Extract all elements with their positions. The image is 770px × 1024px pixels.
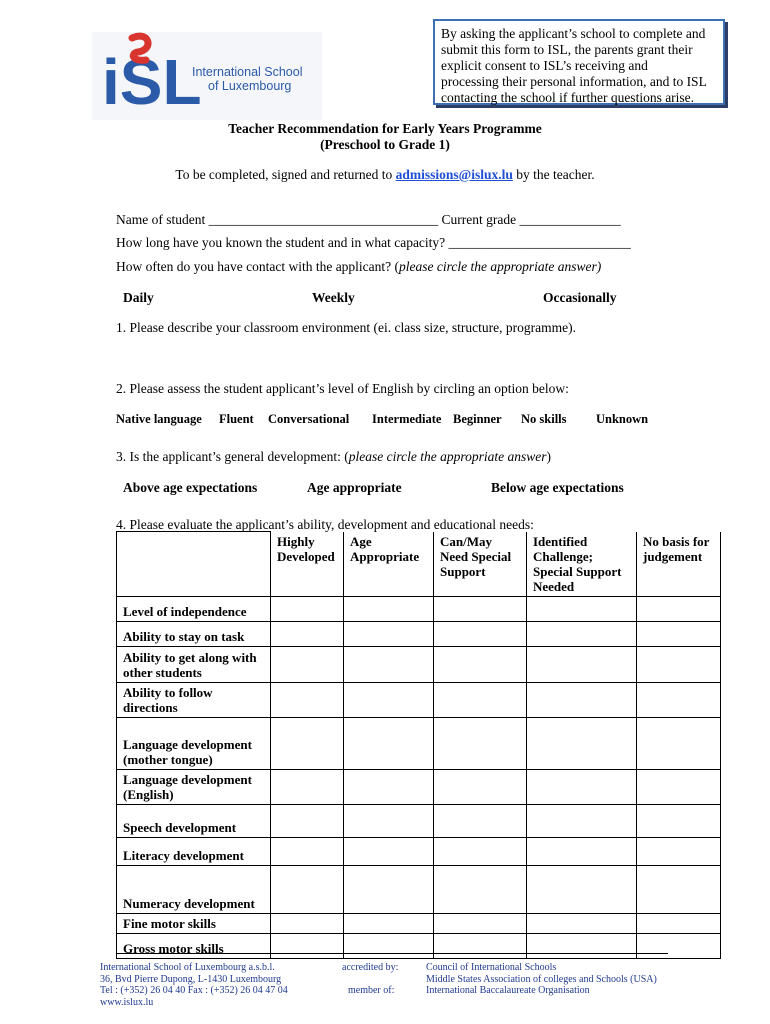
rating-cell[interactable] — [527, 804, 637, 837]
instructions — [0, 167, 770, 183]
rating-cell[interactable] — [637, 596, 721, 621]
contact-question-hint: please circle the appropriate answer) — [399, 259, 602, 274]
row-label: Language development (mother tongue) — [117, 717, 271, 769]
rating-cell[interactable] — [527, 646, 637, 682]
rating-cell[interactable] — [637, 913, 721, 933]
consent-line: By asking the applicant’s school to complete and — [441, 26, 706, 41]
row-label: Ability to follow directions — [117, 682, 271, 717]
rating-cell[interactable] — [637, 621, 721, 646]
rating-cell[interactable] — [271, 913, 344, 933]
consent-line: contacting the school if further questions arise. — [441, 90, 695, 105]
rating-cell[interactable] — [271, 769, 344, 804]
instructions-text-end: by the teacher. — [512, 167, 595, 182]
row-label: Literacy development — [117, 837, 271, 865]
contact-question-text: How often do you have contact with the applicant? ( — [116, 259, 400, 274]
header-cell: Can/May Need Special Support — [434, 532, 527, 597]
table-row — [117, 646, 721, 682]
rating-cell[interactable] — [434, 717, 527, 769]
rating-cell[interactable] — [637, 682, 721, 717]
footer-website-link[interactable]: www.islux.lu — [100, 996, 154, 1008]
footer-org: Middle States Association of colleges and Schools (USA) — [426, 973, 657, 985]
question-3-hint: please circle the appropriate answer — [348, 449, 547, 464]
rating-cell[interactable] — [527, 769, 637, 804]
logo-school-line1: International School — [192, 65, 303, 79]
row-label: Numeracy development — [117, 865, 271, 913]
rating-cell[interactable] — [344, 596, 434, 621]
logo-school-line2: of Luxembourg — [208, 79, 292, 93]
footer-org: Council of International Schools — [426, 962, 557, 973]
form-title — [0, 121, 770, 153]
rating-cell[interactable] — [434, 621, 527, 646]
dev-appropriate[interactable]: Age appropriate — [307, 480, 402, 495]
rating-cell[interactable] — [527, 865, 637, 913]
row-label: Gross motor skills — [117, 933, 271, 958]
rating-cell[interactable] — [637, 646, 721, 682]
table-row — [117, 717, 721, 769]
header-cell — [117, 532, 271, 597]
rating-cell[interactable] — [527, 682, 637, 717]
rating-cell[interactable] — [344, 933, 434, 958]
evaluation-table — [116, 531, 721, 959]
row-label: Speech development — [117, 804, 271, 837]
footer-member-label: member of: — [348, 985, 395, 996]
rating-cell[interactable] — [434, 933, 527, 958]
rating-cell[interactable] — [527, 621, 637, 646]
rating-cell[interactable] — [527, 837, 637, 865]
rating-cell[interactable] — [344, 769, 434, 804]
table-row — [117, 933, 721, 958]
english-intermediate[interactable]: Intermediate — [372, 412, 442, 426]
dev-above[interactable]: Above age expectations — [123, 480, 258, 495]
form-title-line2: (Preschool to Grade 1) — [320, 137, 450, 152]
question-3-text: 3. Is the applicant’s general development: ( — [116, 449, 349, 464]
row-label: Level of independence — [117, 596, 271, 621]
instructions-text: To be completed, signed and returned to — [175, 167, 396, 182]
rating-cell[interactable] — [434, 596, 527, 621]
rating-cell[interactable] — [344, 621, 434, 646]
english-fluent[interactable]: Fluent — [219, 412, 254, 426]
rating-cell[interactable] — [271, 621, 344, 646]
rating-cell[interactable] — [637, 769, 721, 804]
contact-frequency-question — [116, 259, 601, 275]
rating-cell[interactable] — [434, 913, 527, 933]
rating-cell[interactable] — [344, 865, 434, 913]
rating-cell[interactable] — [434, 837, 527, 865]
footer-accredited-label: accredited by: — [342, 962, 399, 973]
rating-cell[interactable] — [344, 717, 434, 769]
footer-line: 36, Bvd Pierre Dupong, L-1430 Luxembourg — [100, 973, 282, 985]
rating-cell[interactable] — [271, 865, 344, 913]
row-label: Ability to get along with other students — [117, 646, 271, 682]
footer-divider — [116, 953, 668, 954]
rating-cell[interactable] — [434, 865, 527, 913]
question-3-suffix: ) — [546, 449, 552, 464]
header-cell: No basis for judgement — [637, 532, 721, 597]
rating-cell[interactable] — [344, 646, 434, 682]
rating-cell[interactable] — [527, 913, 637, 933]
footer-line: Tel : (+352) 26 04 40 Fax : (+352) 26 04 47 04 — [100, 985, 288, 996]
rating-cell[interactable] — [637, 933, 721, 958]
rating-cell[interactable] — [271, 596, 344, 621]
question-3 — [116, 449, 551, 465]
rating-cell[interactable] — [637, 837, 721, 865]
rating-cell[interactable] — [434, 682, 527, 717]
table-row — [117, 865, 721, 913]
question-4: 4. Please evaluate the applicant’s ability, development and educational needs: — [116, 517, 534, 532]
rating-cell[interactable] — [271, 837, 344, 865]
rating-cell[interactable] — [344, 804, 434, 837]
table-header-row — [117, 532, 721, 597]
footer-line: International School of Luxembourg a.s.b.l. — [100, 962, 275, 973]
consent-notice — [433, 19, 725, 105]
english-conversational[interactable]: Conversational — [268, 412, 350, 426]
dev-below[interactable]: Below age expectations — [491, 480, 624, 495]
table-row — [117, 682, 721, 717]
row-label: Language development (English) — [117, 769, 271, 804]
table-row — [117, 621, 721, 646]
header-cell: Age Appropriate — [344, 532, 434, 597]
rating-cell[interactable] — [527, 933, 637, 958]
admissions-email-link[interactable]: admissions@islux.lu — [395, 167, 513, 182]
rating-cell[interactable] — [527, 596, 637, 621]
rating-cell[interactable] — [527, 717, 637, 769]
consent-line: explicit consent to ISL’s receiving and — [441, 58, 648, 73]
header-cell: Identified Challenge; Special Support Needed — [527, 532, 637, 597]
logo-school-name — [192, 65, 303, 93]
rating-cell[interactable] — [637, 865, 721, 913]
consent-line: submit this form to ISL, the parents grant their — [441, 42, 693, 57]
row-label: Ability to stay on task — [117, 621, 271, 646]
english-beginner[interactable]: Beginner — [453, 412, 502, 426]
rating-cell[interactable] — [271, 933, 344, 958]
logo-letters: iSL — [102, 46, 202, 118]
rating-cell[interactable] — [344, 837, 434, 865]
rating-cell[interactable] — [637, 804, 721, 837]
english-native[interactable]: Native language — [116, 412, 202, 426]
rating-cell[interactable] — [271, 804, 344, 837]
table-row — [117, 913, 721, 933]
rating-cell[interactable] — [434, 804, 527, 837]
english-no-skills[interactable]: No skills — [521, 412, 567, 426]
rating-cell[interactable] — [434, 646, 527, 682]
rating-cell[interactable] — [637, 717, 721, 769]
table-row — [117, 596, 721, 621]
question-2: 2. Please assess the student applicant’s level of English by circling an option below: — [116, 381, 569, 396]
header-cell: Highly Developed — [271, 532, 344, 597]
table-row — [117, 837, 721, 865]
english-unknown[interactable]: Unknown — [596, 412, 649, 426]
rating-cell[interactable] — [344, 682, 434, 717]
table-row — [117, 769, 721, 804]
form-title-line1: Teacher Recommendation for Early Years Programme — [228, 121, 542, 136]
table-row — [117, 804, 721, 837]
option-daily[interactable]: Daily — [123, 290, 154, 305]
rating-cell[interactable] — [271, 646, 344, 682]
option-weekly[interactable]: Weekly — [312, 290, 355, 305]
rating-cell[interactable] — [271, 682, 344, 717]
student-name-field[interactable]: Name of student __________________________________ Current grade _______________ — [116, 212, 621, 227]
footer-org: International Baccalaureate Organisation — [426, 985, 590, 996]
known-student-field[interactable]: How long have you known the student and in what capacity? ___________________________ — [116, 235, 631, 250]
footer-address — [100, 962, 288, 1008]
option-occasionally[interactable]: Occasionally — [543, 290, 617, 305]
rating-cell[interactable] — [434, 769, 527, 804]
rating-cell[interactable] — [271, 717, 344, 769]
footer-orgs — [426, 962, 657, 997]
rating-cell[interactable] — [344, 913, 434, 933]
consent-line: processing their personal information, and to ISL — [441, 74, 707, 89]
question-1: 1. Please describe your classroom environment (ei. class size, structure, programme). — [116, 320, 576, 335]
row-label: Fine motor skills — [117, 913, 271, 933]
